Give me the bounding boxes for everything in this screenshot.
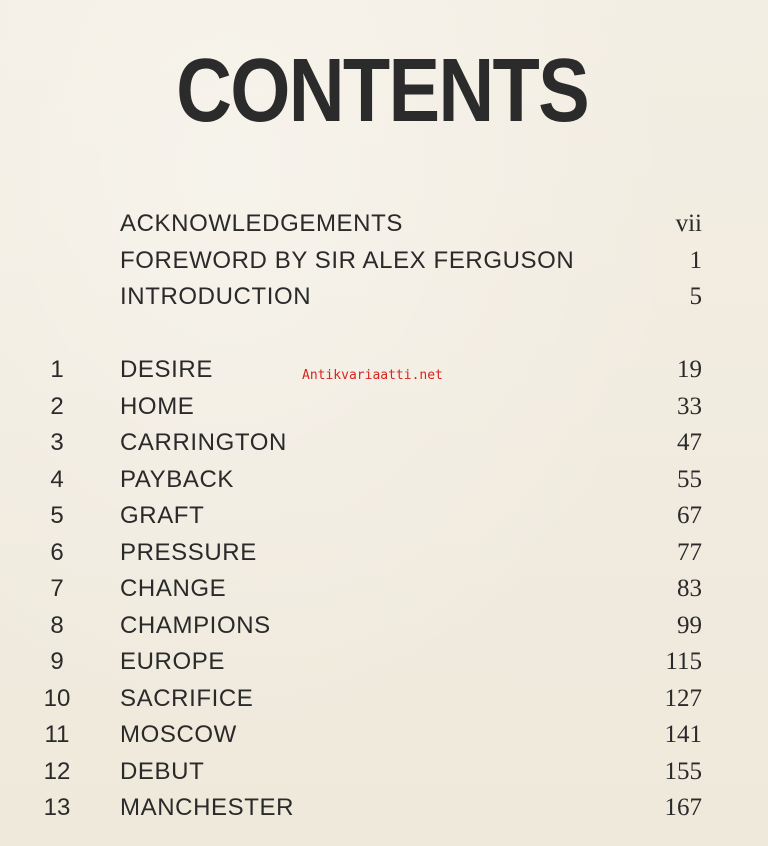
chapter-entry xyxy=(0,681,768,718)
chapter-page: 115 xyxy=(665,648,702,675)
chapter-page: 155 xyxy=(664,757,702,785)
chapter-number: 6 xyxy=(50,538,64,566)
page-title: CONTENTS xyxy=(176,41,589,141)
chapter-number: 5 xyxy=(50,502,64,529)
chapter-page: 19 xyxy=(677,356,702,383)
toc-entry xyxy=(0,243,768,280)
chapter-title: DESIRE xyxy=(120,356,213,383)
chapter-title: EUROPE xyxy=(120,648,225,675)
chapter-page: 67 xyxy=(677,502,702,529)
toc-entry-label: ACKNOWLEDGEMENTS xyxy=(120,210,403,237)
chapter-number: 12 xyxy=(43,757,71,785)
chapter-number: 13 xyxy=(43,794,71,821)
chapter-page: 127 xyxy=(664,684,702,712)
toc-entry-page: 1 xyxy=(689,246,702,274)
chapter-title: CARRINGTON xyxy=(120,429,287,456)
chapter-entry xyxy=(0,608,768,645)
chapter-entry xyxy=(0,571,768,608)
chapter-page: 99 xyxy=(677,611,702,639)
chapter-page: 167 xyxy=(664,794,702,821)
chapter-entry xyxy=(0,389,768,426)
chapter-title: HOME xyxy=(120,392,195,420)
chapter-title: PAYBACK xyxy=(120,465,235,493)
chapter-title: SACRIFICE xyxy=(120,684,254,712)
chapter-page: 77 xyxy=(677,538,702,566)
chapter-number: 11 xyxy=(44,721,70,748)
chapter-entry xyxy=(0,425,768,462)
chapter-number: 1 xyxy=(50,356,64,383)
chapter-entry xyxy=(0,717,768,754)
chapter-title: CHANGE xyxy=(120,575,227,602)
chapter-entry xyxy=(0,462,768,499)
chapter-number: 4 xyxy=(50,465,64,493)
chapter-number: 9 xyxy=(50,648,64,675)
toc-entry xyxy=(0,206,768,243)
toc-entry-page: 5 xyxy=(689,283,702,310)
chapter-page: 83 xyxy=(677,575,702,602)
chapter-list xyxy=(0,352,768,827)
chapter-page: 55 xyxy=(677,465,702,493)
chapter-title: CHAMPIONS xyxy=(120,611,271,639)
toc-entry-label: INTRODUCTION xyxy=(120,283,312,310)
toc-entry-page: vii xyxy=(675,210,702,237)
chapter-title: PRESSURE xyxy=(120,538,257,566)
chapter-entry xyxy=(0,644,768,681)
chapter-entry xyxy=(0,790,768,827)
chapter-entry xyxy=(0,535,768,572)
chapter-number: 10 xyxy=(43,684,71,712)
chapter-title: MANCHESTER xyxy=(120,794,295,821)
watermark: Antikvariaatti.net xyxy=(302,368,443,383)
chapter-number: 3 xyxy=(50,429,64,456)
toc-entry xyxy=(0,279,768,316)
chapter-page: 47 xyxy=(677,429,702,456)
front-matter-list xyxy=(0,206,768,316)
chapter-title: GRAFT xyxy=(120,502,205,529)
chapter-number: 2 xyxy=(50,392,64,420)
chapter-number: 7 xyxy=(50,575,64,602)
chapter-entry xyxy=(0,754,768,791)
chapter-entry xyxy=(0,498,768,535)
chapter-page: 141 xyxy=(664,721,702,748)
chapter-number: 8 xyxy=(50,611,64,639)
chapter-page: 33 xyxy=(677,392,702,420)
chapter-title: MOSCOW xyxy=(120,721,237,748)
toc-entry-label: FOREWORD BY SIR ALEX FERGUSON xyxy=(120,246,575,274)
chapter-title: DEBUT xyxy=(120,757,205,785)
